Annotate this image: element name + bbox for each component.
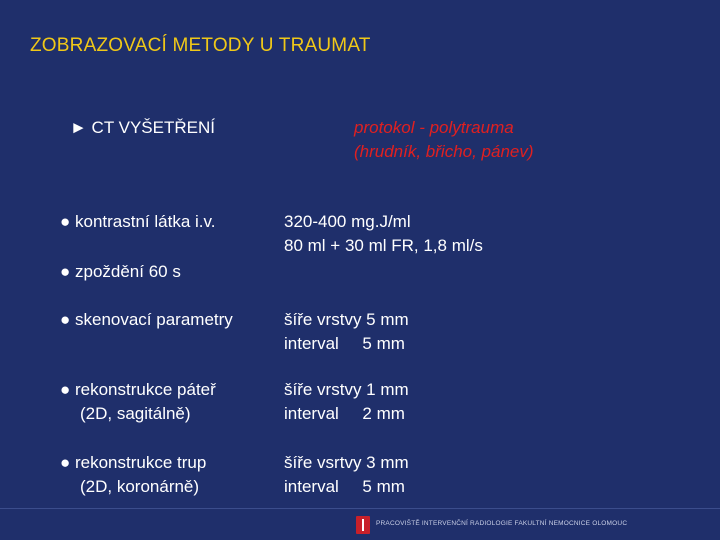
row-spine-value-2: interval 2 mm bbox=[284, 404, 405, 423]
row-scan-value-1: šíře vrstvy 5 mm bbox=[284, 310, 409, 329]
row-trunk-value-2: interval 5 mm bbox=[284, 477, 405, 496]
footer-institution-text: PRACOVIŠTĚ INTERVENČNÍ RADIOLOGIE FAKULTNÍ NEMOCNICE OLOMOUC bbox=[376, 520, 628, 527]
row-trunk-sublabel: (2D, koronárně) bbox=[80, 477, 200, 496]
ct-section-label: ► CT VYŠETŘENÍ bbox=[70, 118, 215, 137]
row-spine-label: ● rekonstrukce páteř bbox=[60, 380, 216, 399]
row-contrast-value-2: 80 ml + 30 ml FR, 1,8 ml/s bbox=[284, 236, 483, 255]
row-trunk-label: ● rekonstrukce trup bbox=[60, 453, 207, 472]
row-delay-label: ● zpoždění 60 s bbox=[60, 262, 181, 281]
institution-logo-icon bbox=[356, 516, 370, 534]
row-spine-value-1: šíře vrstvy 1 mm bbox=[284, 380, 409, 399]
row-contrast-value-1: 320-400 mg.J/ml bbox=[284, 212, 411, 231]
slide-title: ZOBRAZOVACÍ METODY U TRAUMAT bbox=[30, 35, 371, 56]
protocol-line-1: protokol - polytrauma bbox=[354, 118, 514, 137]
row-spine-sublabel: (2D, sagitálně) bbox=[80, 404, 191, 423]
row-trunk-value-1: šíře vsrtvy 3 mm bbox=[284, 453, 409, 472]
row-scan-value-2: interval 5 mm bbox=[284, 334, 405, 353]
protocol-line-2: (hrudník, břicho, pánev) bbox=[354, 142, 534, 161]
row-scan-label: ● skenovací parametry bbox=[60, 310, 233, 329]
footer-divider bbox=[0, 508, 720, 509]
row-contrast-label: ● kontrastní látka i.v. bbox=[60, 212, 216, 231]
